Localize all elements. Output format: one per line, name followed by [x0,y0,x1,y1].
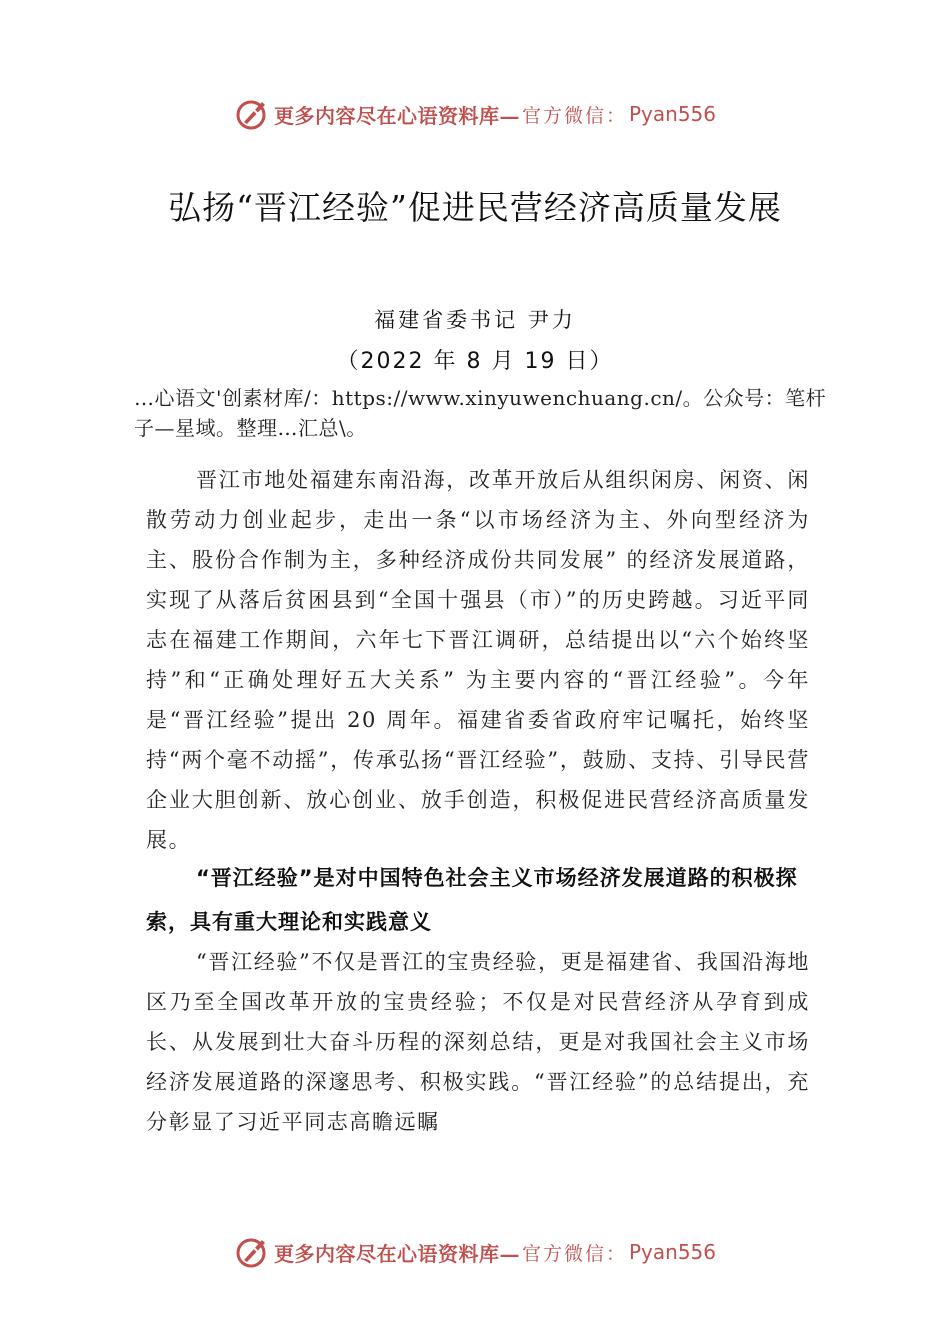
section-heading: “晋江经验”是对中国特色社会主义市场经济发展道路的积极探索，具有重大理论和实践意义 [146,866,798,934]
source-note: …心语文'创素材库/：https://www.xinyuwenchuang.cn/。公众号：笔杆子—星域。整理…汇总\。 [134,386,827,440]
quill-seal-icon [234,96,270,132]
paragraph: 晋江市地处福建东南沿海，改革开放后从组织闲房、闲资、闲散劳动力创业起步，走出一条“以市场经济为主、外向型经济为主、股份合作制为主，多种经济成份共同发展” 的经济发展道路，实现了从落后贫困县到“全国十强县（市）”的历史跨越。习近平同志在福建工作期间，六年七下晋江调研，总结提出以“六个始终坚持”和“正确处理好五大关系” 为主要内容的“晋江经验”。今年是“晋江经验”提出 20 周年。福建省委省政府牢记嘱托，始终坚持“两个毫不动摇”，传承弘扬“晋江经验”，鼓励、支持、引导民营企业大胆创新、放心创业、放手创造，积极促进民营经济高质量发展。 [146,468,810,852]
paragraph: “晋江经验”不仅是晋江的宝贵经验，更是福建省、我国沿海地区乃至全国改革开放的宝贵经验；不仅是对民营经济从孕育到成长、从发展到壮大奋斗历程的深刻总结，更是对我国社会主义市场经济发展道路的深邃思考、积极实践。“晋江经验”的总结提出，充分彰显了习近平同志高瞻远瞩 [146,950,810,1134]
author-line: 福建省委书记 尹力 [374,308,576,332]
quill-seal-icon [234,1234,270,1270]
watermark-label: 官方微信： [521,104,627,127]
watermark-id: Pyan556 [629,1240,717,1264]
watermark-id: Pyan556 [629,102,717,126]
watermark-text: 更多内容尽在心语资料库— [273,103,520,128]
watermark-text: 更多内容尽在心语资料库— [273,1241,520,1266]
date-line: （2022 年 8 月 19 日） [336,349,614,374]
watermark-banner-top [0,94,950,134]
watermark-banner-bottom [0,1232,950,1272]
page-title: 弘扬“晋江经验”促进民营经济高质量发展 [168,188,782,227]
watermark-label: 官方微信： [521,1242,627,1265]
